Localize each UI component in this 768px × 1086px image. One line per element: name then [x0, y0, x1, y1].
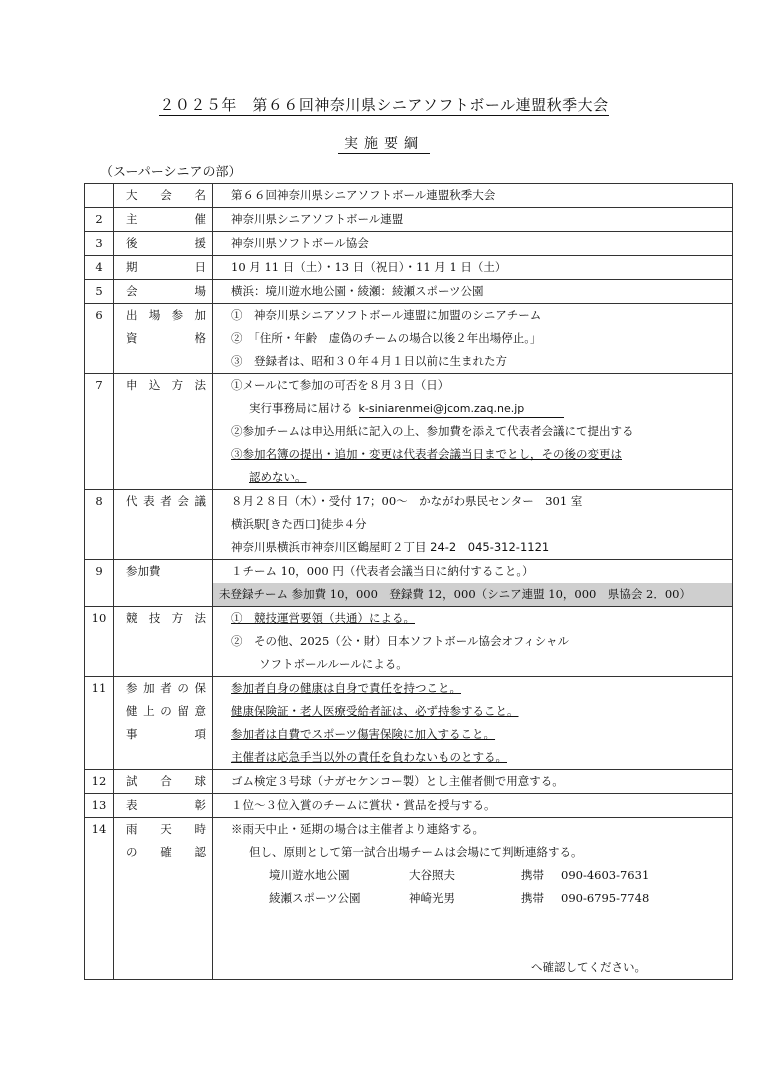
row-number: 12 — [85, 770, 114, 794]
document-subtitle: 実施要綱 — [0, 133, 768, 153]
row-number: 10 — [85, 607, 114, 677]
row-value: ① 神奈川県シニアソフトボール連盟に加盟のシニアチーム ② 「住所・年齢 虚偽のチームの場合以後２年出場停止。」 ③ 登録者は、昭和３０年４月１日以前に生まれた方 — [213, 304, 733, 374]
row-value: ゴム検定３号球（ナガセケンコー製）とし主催者側で用意する。 — [213, 770, 733, 794]
row-label: 申込方法 — [114, 374, 213, 490]
row-number — [85, 184, 114, 208]
row-label: 競技方法 — [114, 607, 213, 677]
row-label: 出場参加 資格 — [114, 304, 213, 374]
table-row — [85, 256, 733, 280]
row-number: 14 — [85, 818, 114, 980]
document-title: ２０２５年 第６６回神奈川県シニアソフトボール連盟秋季大会 — [159, 96, 609, 114]
row-number: 7 — [85, 374, 114, 490]
contact-entry: 境川遊水地公園 大谷照夫 携帯 090-4603-7631 — [269, 868, 650, 882]
row-value: ※雨天中止・延期の場合は主催者より連絡する。 但し、原則として第一試合出場チームは会場にて判断連絡する。 境川遊水地公園 大谷照夫 携帯 090-4603-7631 綾瀬スポーツ公園 神崎光男 携帯 090-6795-7748 へ確認してください。 — [213, 818, 733, 980]
row-value: １位～３位入賞のチームに賞状・賞品を授与する。 — [213, 794, 733, 818]
row-label: 大会名 — [114, 184, 213, 208]
row-label: 参加者の保 健上の留意 事項 — [114, 677, 213, 770]
row-number: 6 — [85, 304, 114, 374]
row-value: 参加者自身の健康は自身で責任を持つこと。 健康保険証・老人医療受給者証は、必ず持参すること。 参加者は自費でスポーツ傷害保険に加入すること。 主催者は応急手当以外の責任を負わないものとする。 — [213, 677, 733, 770]
row-number: 8 — [85, 490, 114, 560]
row-value: ① 競技運営要領（共通）による。 ② その他、2025（公・財）日本ソフトボール協会オフィシャル ソフトボールルールによる。 — [213, 607, 733, 677]
contact-entry: 綾瀬スポーツ公園 神崎光男 携帯 090-6795-7748 — [269, 891, 650, 905]
unregistered-fee-highlight: 未登録チーム 参加費 10，000 登録費 12，000（シニア連盟 10，000 県協会 2．00） — [213, 583, 732, 606]
row-value: 神奈川県シニアソフトボール連盟 — [213, 208, 733, 232]
table-row — [85, 304, 733, 374]
row-value: 横浜：境川遊水地公園・綾瀬：綾瀬スポーツ公園 — [213, 280, 733, 304]
table-row — [85, 490, 733, 560]
table-row — [85, 677, 733, 770]
table-row — [85, 607, 733, 677]
row-label: 雨天時 の確認 — [114, 818, 213, 980]
guidelines-table — [84, 183, 733, 980]
row-label: 代表者会議 — [114, 490, 213, 560]
row-label: 主催 — [114, 208, 213, 232]
row-label: 表彰 — [114, 794, 213, 818]
row-label: 後援 — [114, 232, 213, 256]
row-number: 9 — [85, 560, 114, 607]
row-label: 期日 — [114, 256, 213, 280]
table-row — [85, 794, 733, 818]
contact-email: k-siniarenmei@jcom.zaq.ne.jp — [359, 401, 564, 418]
table-row — [85, 184, 733, 208]
row-label: 試合球 — [114, 770, 213, 794]
row-number: 5 — [85, 280, 114, 304]
row-number: 11 — [85, 677, 114, 770]
row-number: 4 — [85, 256, 114, 280]
table-row — [85, 280, 733, 304]
table-row — [85, 232, 733, 256]
section-label: （スーパーシニアの部） — [100, 165, 242, 180]
table-row — [85, 818, 733, 980]
row-number: 13 — [85, 794, 114, 818]
confirm-footer: へ確認してください。 — [531, 960, 646, 974]
row-value: ①メールにて参加の可否を８月３日（日） 実行事務局に届ける k-siniarenmei@jcom.zaq.ne.jp ②参加チームは申込用紙に記入の上、参加費を添えて代表者会議にて提出する ③参加名簿の提出・追加・変更は代表者会議当日までとし，その後の変更は 認めない。 — [213, 374, 733, 490]
row-label: 参加費 — [114, 560, 213, 607]
submission-office-text: 実行事務局に届ける — [249, 401, 353, 415]
row-value: 第６６回神奈川県シニアソフトボール連盟秋季大会 — [213, 184, 733, 208]
row-value: １チーム 10，000 円（代表者会議当日に納付すること。） 未登録チーム 参加費 10，000 登録費 12，000（シニア連盟 10，000 県協会 2．00） — [213, 560, 733, 607]
table-row — [85, 374, 733, 490]
row-value: 神奈川県ソフトボール協会 — [213, 232, 733, 256]
table-row — [85, 208, 733, 232]
row-value: ８月２８日（木）・受付 17；00～ かながわ県民センター 301 室 横浜駅[きた西口]徒歩４分 神奈川県横浜市神奈川区鶴屋町２丁目 24-2 045-312-1121 — [213, 490, 733, 560]
table-row — [85, 770, 733, 794]
row-value: 10 月 11 日（土）・13 日（祝日）・11 月 1 日（土） — [213, 256, 733, 280]
row-number: 2 — [85, 208, 114, 232]
table-row — [85, 560, 733, 607]
row-label: 会場 — [114, 280, 213, 304]
row-number: 3 — [85, 232, 114, 256]
